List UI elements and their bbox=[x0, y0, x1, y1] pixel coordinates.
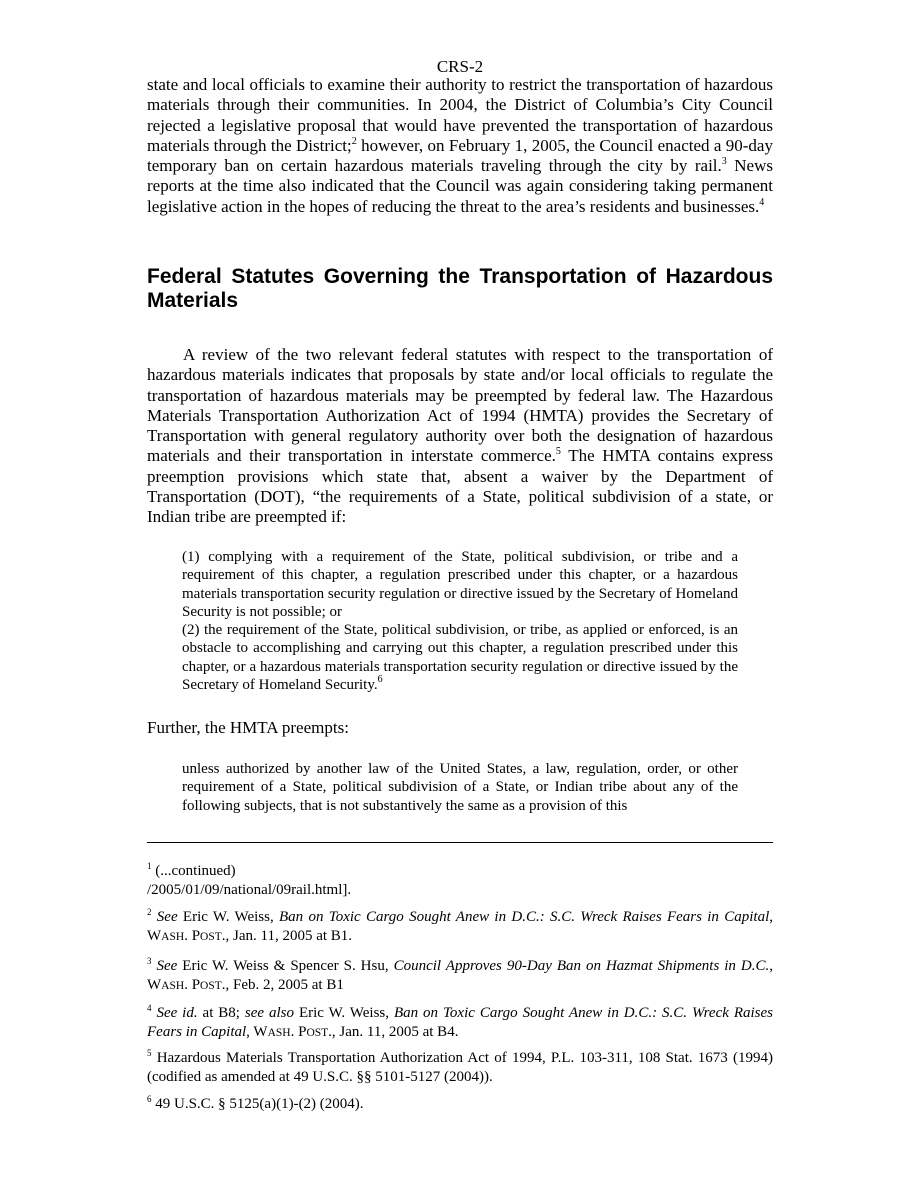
pub-name: W bbox=[253, 1024, 268, 1040]
footnote-author: Eric W. Weiss, bbox=[294, 1005, 394, 1021]
pub-name: . P bbox=[290, 1024, 307, 1040]
footnote-divider bbox=[147, 842, 773, 843]
footnote-title: Council Approves 90-Day Ban on Hazmat Shipments in D.C. bbox=[393, 958, 770, 974]
quote-item-2-text: (2) the requirement of the State, political subdivision, or tribe, as applied or enforced, is an obstacle to accomplishing and carrying out this chapter, a regulation prescribed under this chapter, or a hazardous materials transportation security regulation or directive issued by the Secretary of Homeland Security. bbox=[182, 622, 738, 694]
footnote-6 bbox=[147, 1095, 773, 1114]
review-text-1: A review of the two relevant federal statutes with respect to the transportation of hazardous materials indicates that proposals by state and/or local officials to regulate the transportation of hazardous materials may be preempted by federal law. The Hazardous Materials Transportation Authorization Act of 1994 (HMTA) provides the Secretary of Transportation with general regulatory authority over both the designation of hazardous materials and their transportation in interstate commerce. bbox=[147, 345, 773, 466]
intro-paragraph bbox=[147, 75, 773, 217]
pub-name-sc: ASH bbox=[267, 1027, 291, 1039]
footnote-text: (...continued) bbox=[151, 863, 236, 879]
footnote-title: Ban on Toxic Cargo Sought Anew in D.C.: S.C. Wreck Raises Fears in Capital bbox=[147, 1005, 773, 1040]
footnote-ref-6[interactable]: 6 bbox=[377, 674, 383, 686]
pub-name: W bbox=[147, 977, 162, 993]
footnote-date: ., Jan. 11, 2005 at B4. bbox=[328, 1024, 459, 1040]
signal-see: See bbox=[156, 958, 178, 974]
footnote-ref-2[interactable]: 2 bbox=[351, 135, 357, 147]
page-header: CRS-2 bbox=[436, 57, 484, 76]
block-quote-preemption bbox=[182, 548, 738, 694]
footnote-author: Eric W. Weiss, bbox=[177, 909, 279, 925]
pub-name: W bbox=[147, 928, 162, 944]
quote-item-2 bbox=[182, 621, 738, 694]
pub-name-sc: OST bbox=[306, 1027, 329, 1039]
intro-text-2: however, on February 1, 2005, the Council enacted a 90-day temporary ban on certain hazardous materials traveling through the city by rail. bbox=[147, 135, 773, 176]
footnote-title: Ban on Toxic Cargo Sought Anew in D.C.: S.C. Wreck Raises Fears in Capital bbox=[279, 909, 770, 925]
punct: , bbox=[246, 1024, 254, 1040]
signal-see: See bbox=[156, 909, 178, 925]
pub-name: . P bbox=[184, 928, 201, 944]
quote-item-1: (1) complying with a requirement of the State, political subdivision, or tribe and a requirement of this chapter, a regulation prescribed under this chapter, or a hazardous materials transportation security regulation or directive issued by the Secretary of Homeland Security is not possible; or bbox=[182, 549, 738, 620]
review-text-2: The HMTA contains express preemption provisions which state that, absent a waiver by the Department of Transportation (DOT), “the requirements of a State, political subdivision of a state, or Indian tribe are preempted if: bbox=[147, 446, 773, 527]
footnote-num: 1 bbox=[147, 861, 152, 871]
footnote-num: 2 bbox=[147, 907, 152, 917]
footnote-num: 5 bbox=[147, 1048, 152, 1058]
footnote-text: Hazardous Materials Transportation Authorization Act of 1994, P.L. 103-311, 108 Stat. 1673 (1994) (codified as amended at 49 U.S.C. §§ 5101-5127 (2004)). bbox=[147, 1050, 773, 1085]
footnote-ref-5[interactable]: 5 bbox=[555, 446, 561, 458]
footnote-text-cont: /2005/01/09/national/09rail.html]. bbox=[147, 882, 352, 898]
pub-name-sc: OST bbox=[200, 931, 222, 943]
further-line: Further, the HMTA preempts: bbox=[147, 718, 349, 737]
footnote-num: 3 bbox=[147, 956, 152, 966]
signal-see-also: see also bbox=[244, 1005, 295, 1021]
footnote-pin: at B8; bbox=[197, 1005, 245, 1021]
footnote-num: 4 bbox=[147, 1003, 152, 1013]
footnote-3 bbox=[147, 957, 773, 996]
footnote-2 bbox=[147, 908, 773, 947]
footnote-num: 6 bbox=[147, 1094, 152, 1104]
intro-text-1: state and local officials to examine their authority to restrict the transportation of hazardous materials through their communities. In 2004, the District of Columbia’s City Council rejected a legislative proposal that would have prevented the transportation of hazardous materials through the District; bbox=[147, 75, 773, 155]
footnote-5 bbox=[147, 1049, 773, 1087]
pub-name-sc: ASH bbox=[161, 980, 185, 992]
punct: , bbox=[769, 909, 773, 925]
footnote-4 bbox=[147, 1004, 773, 1043]
footnote-date: ., Jan. 11, 2005 at B1. bbox=[221, 928, 353, 944]
pub-name-sc: OST bbox=[200, 980, 222, 992]
footnote-text: 49 U.S.C. § 5125(a)(1)-(2) (2004). bbox=[151, 1096, 364, 1112]
section-heading: Federal Statutes Governing the Transportation of Hazardous Materials bbox=[147, 265, 773, 312]
pub-name-sc: ASH bbox=[161, 931, 185, 943]
punct: , bbox=[769, 958, 774, 974]
footnote-1 bbox=[147, 862, 773, 900]
footnote-ref-4[interactable]: 4 bbox=[759, 196, 765, 208]
footnote-author: Eric W. Weiss & Spencer S. Hsu, bbox=[177, 958, 394, 974]
intro-text-3: News reports at the time also indicated that the Council was again considering taking permanent legislative action in the hopes of reducing the threat to the area’s residents and businesses. bbox=[147, 156, 773, 216]
footnote-date: ., Feb. 2, 2005 at B1 bbox=[221, 977, 344, 993]
block-quote-subjects: unless authorized by another law of the United States, a law, regulation, order, or other requirement of a State, political subdivision of a State, or Indian tribe about any of the following subjects, that is not substantively the same as a provision of this bbox=[182, 761, 738, 814]
signal-see-id: See id. bbox=[156, 1005, 198, 1021]
review-paragraph bbox=[147, 345, 773, 528]
pub-name: . P bbox=[184, 977, 201, 993]
footnote-ref-3[interactable]: 3 bbox=[721, 156, 727, 168]
